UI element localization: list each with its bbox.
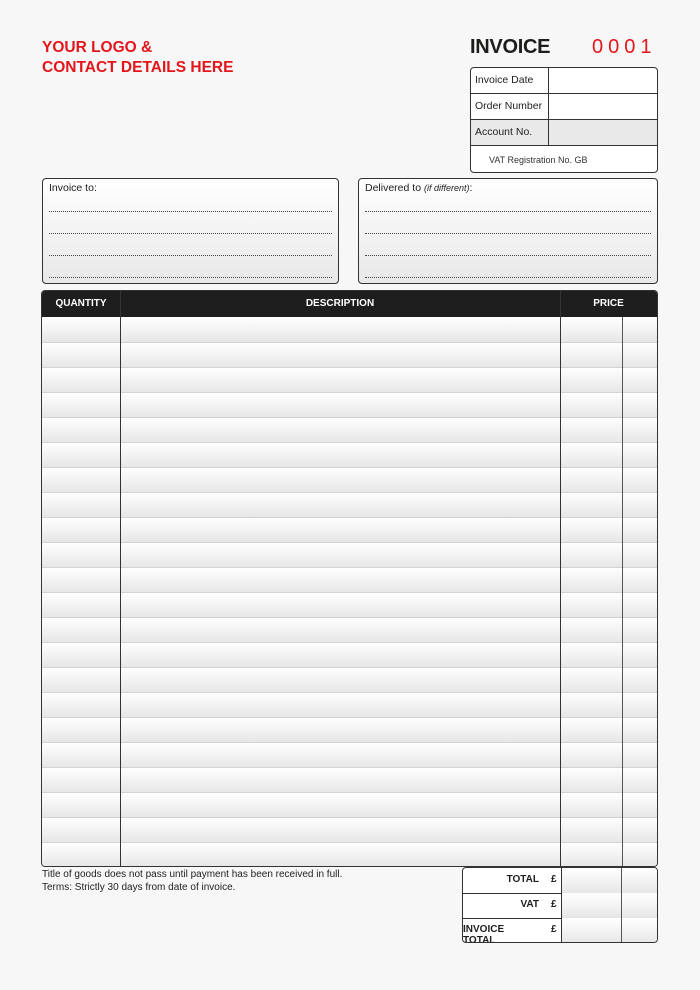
pence-divider: [621, 893, 622, 918]
invoice-total-field[interactable]: [561, 918, 658, 943]
invoice-date-field[interactable]: [548, 68, 658, 93]
terms-text: [42, 868, 342, 894]
order-number-label: Order Number: [475, 100, 543, 112]
table-row-line: [42, 517, 657, 518]
table-header: [42, 291, 657, 317]
address-line: [49, 277, 332, 278]
table-row-line: [42, 617, 657, 618]
total-label: TOTAL: [506, 874, 539, 885]
address-line: [49, 211, 332, 212]
table-row-line: [42, 467, 657, 468]
address-line: [365, 277, 651, 278]
invoice-date-label: Invoice Date: [475, 74, 534, 86]
currency-symbol: £: [551, 874, 557, 885]
address-line: [365, 211, 651, 212]
vat-row: [463, 893, 658, 918]
delivered-to-note: (if different): [423, 183, 470, 193]
table-row-line: [42, 492, 657, 493]
table-row-line: [42, 642, 657, 643]
table-row-line: [42, 742, 657, 743]
pence-divider: [621, 918, 622, 943]
totals-box: [462, 867, 658, 943]
delivered-to-text: Delivered to: [365, 182, 424, 194]
address-line: [49, 255, 332, 256]
account-row: [471, 120, 658, 146]
invoice-to-box[interactable]: [42, 178, 339, 284]
logo-line-2: CONTACT DETAILS HERE: [42, 59, 234, 76]
total-field[interactable]: [561, 868, 658, 893]
invoice-date-row: [471, 68, 658, 94]
table-row-line: [42, 667, 657, 668]
table-row-line: [42, 767, 657, 768]
vat-label: VAT: [520, 899, 539, 910]
vat-registration-label: VAT Registration No. GB: [489, 155, 588, 165]
header-quantity: QUANTITY: [55, 298, 107, 309]
currency-symbol: £: [551, 899, 557, 910]
pence-divider: [621, 868, 622, 893]
account-field[interactable]: [548, 120, 658, 145]
table-row-line: [42, 392, 657, 393]
table-row-line: [42, 542, 657, 543]
vat-field[interactable]: [561, 893, 658, 918]
column-divider: [120, 291, 121, 867]
table-row-line: [42, 367, 657, 368]
delivered-to-box[interactable]: [358, 178, 658, 284]
order-number-field[interactable]: [548, 94, 658, 119]
header-description: DESCRIPTION: [305, 298, 375, 309]
total-row: [463, 868, 658, 893]
table-row-line: [42, 442, 657, 443]
invoice-total-row: [463, 918, 658, 943]
table-row-line: [42, 692, 657, 693]
table-row-line: [42, 792, 657, 793]
terms-line-1: Title of goods does not pass until payment has been received in full.: [42, 869, 343, 880]
invoice-title: INVOICE: [470, 36, 551, 58]
table-row-line: [42, 717, 657, 718]
table-row-line: [42, 817, 657, 818]
address-line: [49, 233, 332, 234]
logo-placeholder: [42, 38, 233, 78]
currency-symbol: £: [551, 924, 557, 935]
table-row-line: [42, 592, 657, 593]
invoice-to-label: Invoice to:: [49, 182, 97, 194]
table-row-line: [42, 342, 657, 343]
items-table: [41, 290, 658, 867]
header-price: PRICE: [593, 298, 624, 309]
table-row-line: [42, 417, 657, 418]
table-body[interactable]: [42, 317, 657, 866]
invoice-number: 0001: [592, 36, 657, 58]
invoice-total-label: INVOICE TOTAL: [463, 924, 505, 943]
column-divider: [560, 291, 561, 867]
price-subdivider: [622, 317, 623, 867]
table-row-line: [42, 567, 657, 568]
delivered-to-suffix: :: [469, 182, 473, 194]
address-line: [365, 255, 651, 256]
logo-line-1: YOUR LOGO &: [42, 39, 153, 56]
address-line: [365, 233, 651, 234]
order-number-row: [471, 94, 658, 120]
account-label: Account No.: [475, 126, 533, 138]
table-row-line: [42, 842, 657, 843]
delivered-to-label: [365, 182, 472, 194]
terms-line-2: Terms: Strictly 30 days from date of invoice.: [42, 882, 236, 893]
invoice-info-box: [470, 67, 658, 173]
